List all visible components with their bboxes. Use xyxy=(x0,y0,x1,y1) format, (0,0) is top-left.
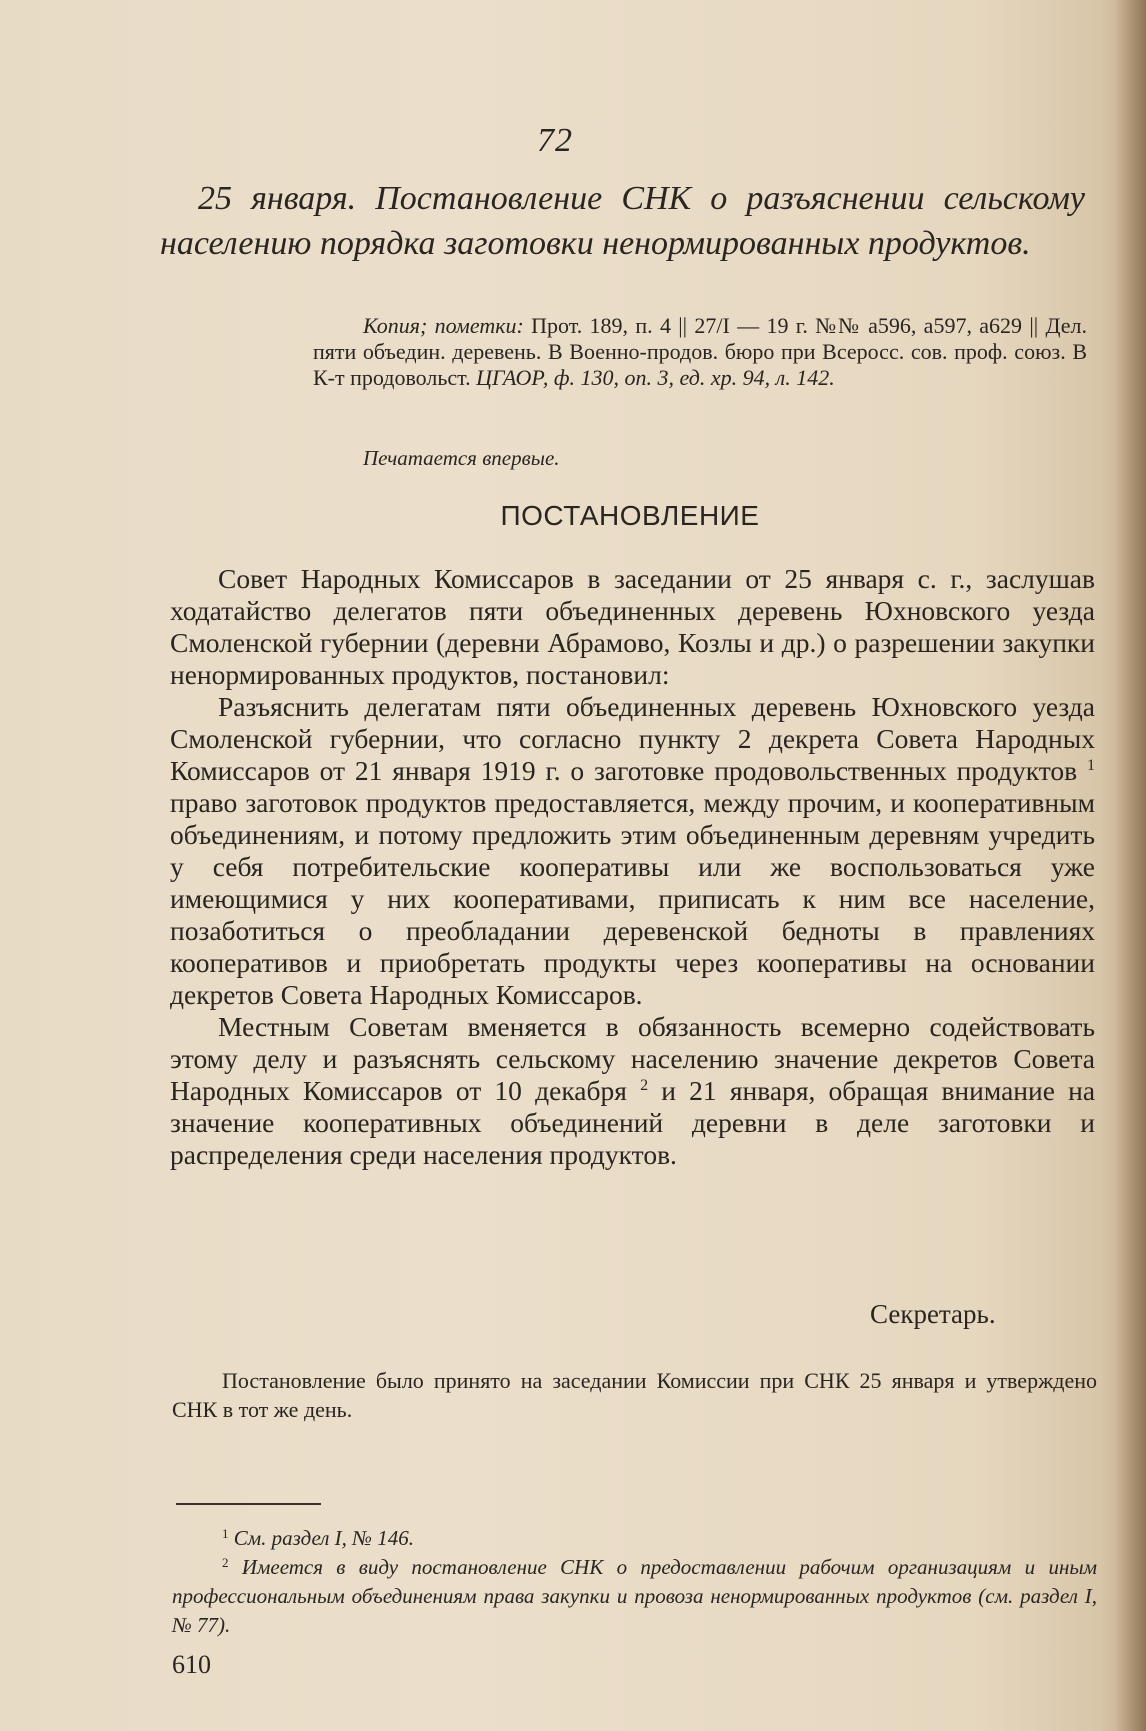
footnote-text: См. раздел I, № 146. xyxy=(233,1526,414,1550)
source-label: Копия; пометки: xyxy=(363,313,524,338)
footnote-reference: 1 xyxy=(1087,757,1095,774)
resolution-heading: ПОСТАНОВЛЕНИЕ xyxy=(500,500,760,531)
footnote-mark: 1 xyxy=(222,1526,229,1541)
page-number: 610 xyxy=(172,1650,211,1679)
footnotes xyxy=(172,1524,1097,1640)
footnote xyxy=(172,1524,1097,1553)
adoption-note: Постановление было принято на заседании Комиссии при СНК 25 января и утверждено СНК в тот же день. xyxy=(172,1368,1097,1422)
paragraph-text: и 21 января, обращая внимание на значение кооперативных объединений деревни в деле заготовки и распределения среди населения продуктов. xyxy=(170,1075,1096,1170)
paragraph-text: Местным Советам вменяется в обязанность всемерно содействовать этому делу и разъяснять сельскому населению значение декретов Совета Народных Комиссаров от 10 декабря xyxy=(170,1011,1095,1106)
footnote xyxy=(172,1553,1097,1640)
footnote-reference: 2 xyxy=(640,1077,649,1094)
body-paragraph xyxy=(170,691,1095,1011)
source-text: Прот. 189, п. 4 || 27/I — 19 г. №№ а596, а597, а629 || Дел. пяти объедин. деревень. В Военно-продов. бюро при Всеросс. сов. проф. союз. В К-т продовольст. xyxy=(313,313,1087,390)
body-paragraph: Совет Народных Комиссаров в заседании от 25 января с. г., заслушав ходатайство делегатов пяти объединенных деревень Юхновского уезда Смоленской губернии (деревни Абрамово, Козлы и др.) о разрешении закупки ненормированных продуктов, постановил: xyxy=(170,563,1095,690)
footnote-mark: 2 xyxy=(222,1555,229,1570)
signature: Секретарь. xyxy=(870,1299,996,1329)
source-archive: ЦГАОР, ф. 130, оп. 3, ед. хр. 94, л. 142. xyxy=(476,365,835,390)
resolution-body xyxy=(170,563,1095,1171)
footnote-divider xyxy=(176,1503,321,1505)
document-number: 72 xyxy=(537,122,573,159)
paragraph-text: право заготовок продуктов предоставляется, между прочим, и кооперативным объединениям, и потому предложить этим объединенным деревням учредить у себя потребительские кооперативы или же воспользоваться уже имеющимися у них кооперативами, приписать к ним все население, позаботиться о преобладании деревенской бедноты в правлениях кооперативов и приобретать продукты через кооперативы на основании декретов Совета Народных Комиссаров. xyxy=(170,787,1095,1010)
document-title: 25 января. Постановление СНК о разъяснении сельскому населению порядка заготовки ненормированных продуктов. xyxy=(160,180,1085,262)
paragraph-text: Разъяснить делегатам пяти объединенных деревень Юхновского уезда Смоленской губернии, что согласно пункту 2 декрета Совета Народных Комиссаров от 21 января 1919 г. о заготовке продовольственных продуктов xyxy=(170,691,1095,786)
book-spine-shadow xyxy=(1116,0,1146,1731)
footnote-text: Имеется в виду постановление СНК о предоставлении рабочим организациям и иным профессиональным объединениям права закупки и провоза ненормированных продуктов (см. раздел I, № 77). xyxy=(172,1555,1097,1637)
first-published-note: Печатается впервые. xyxy=(363,446,560,470)
body-paragraph xyxy=(170,1011,1095,1171)
source-note xyxy=(313,313,1087,391)
